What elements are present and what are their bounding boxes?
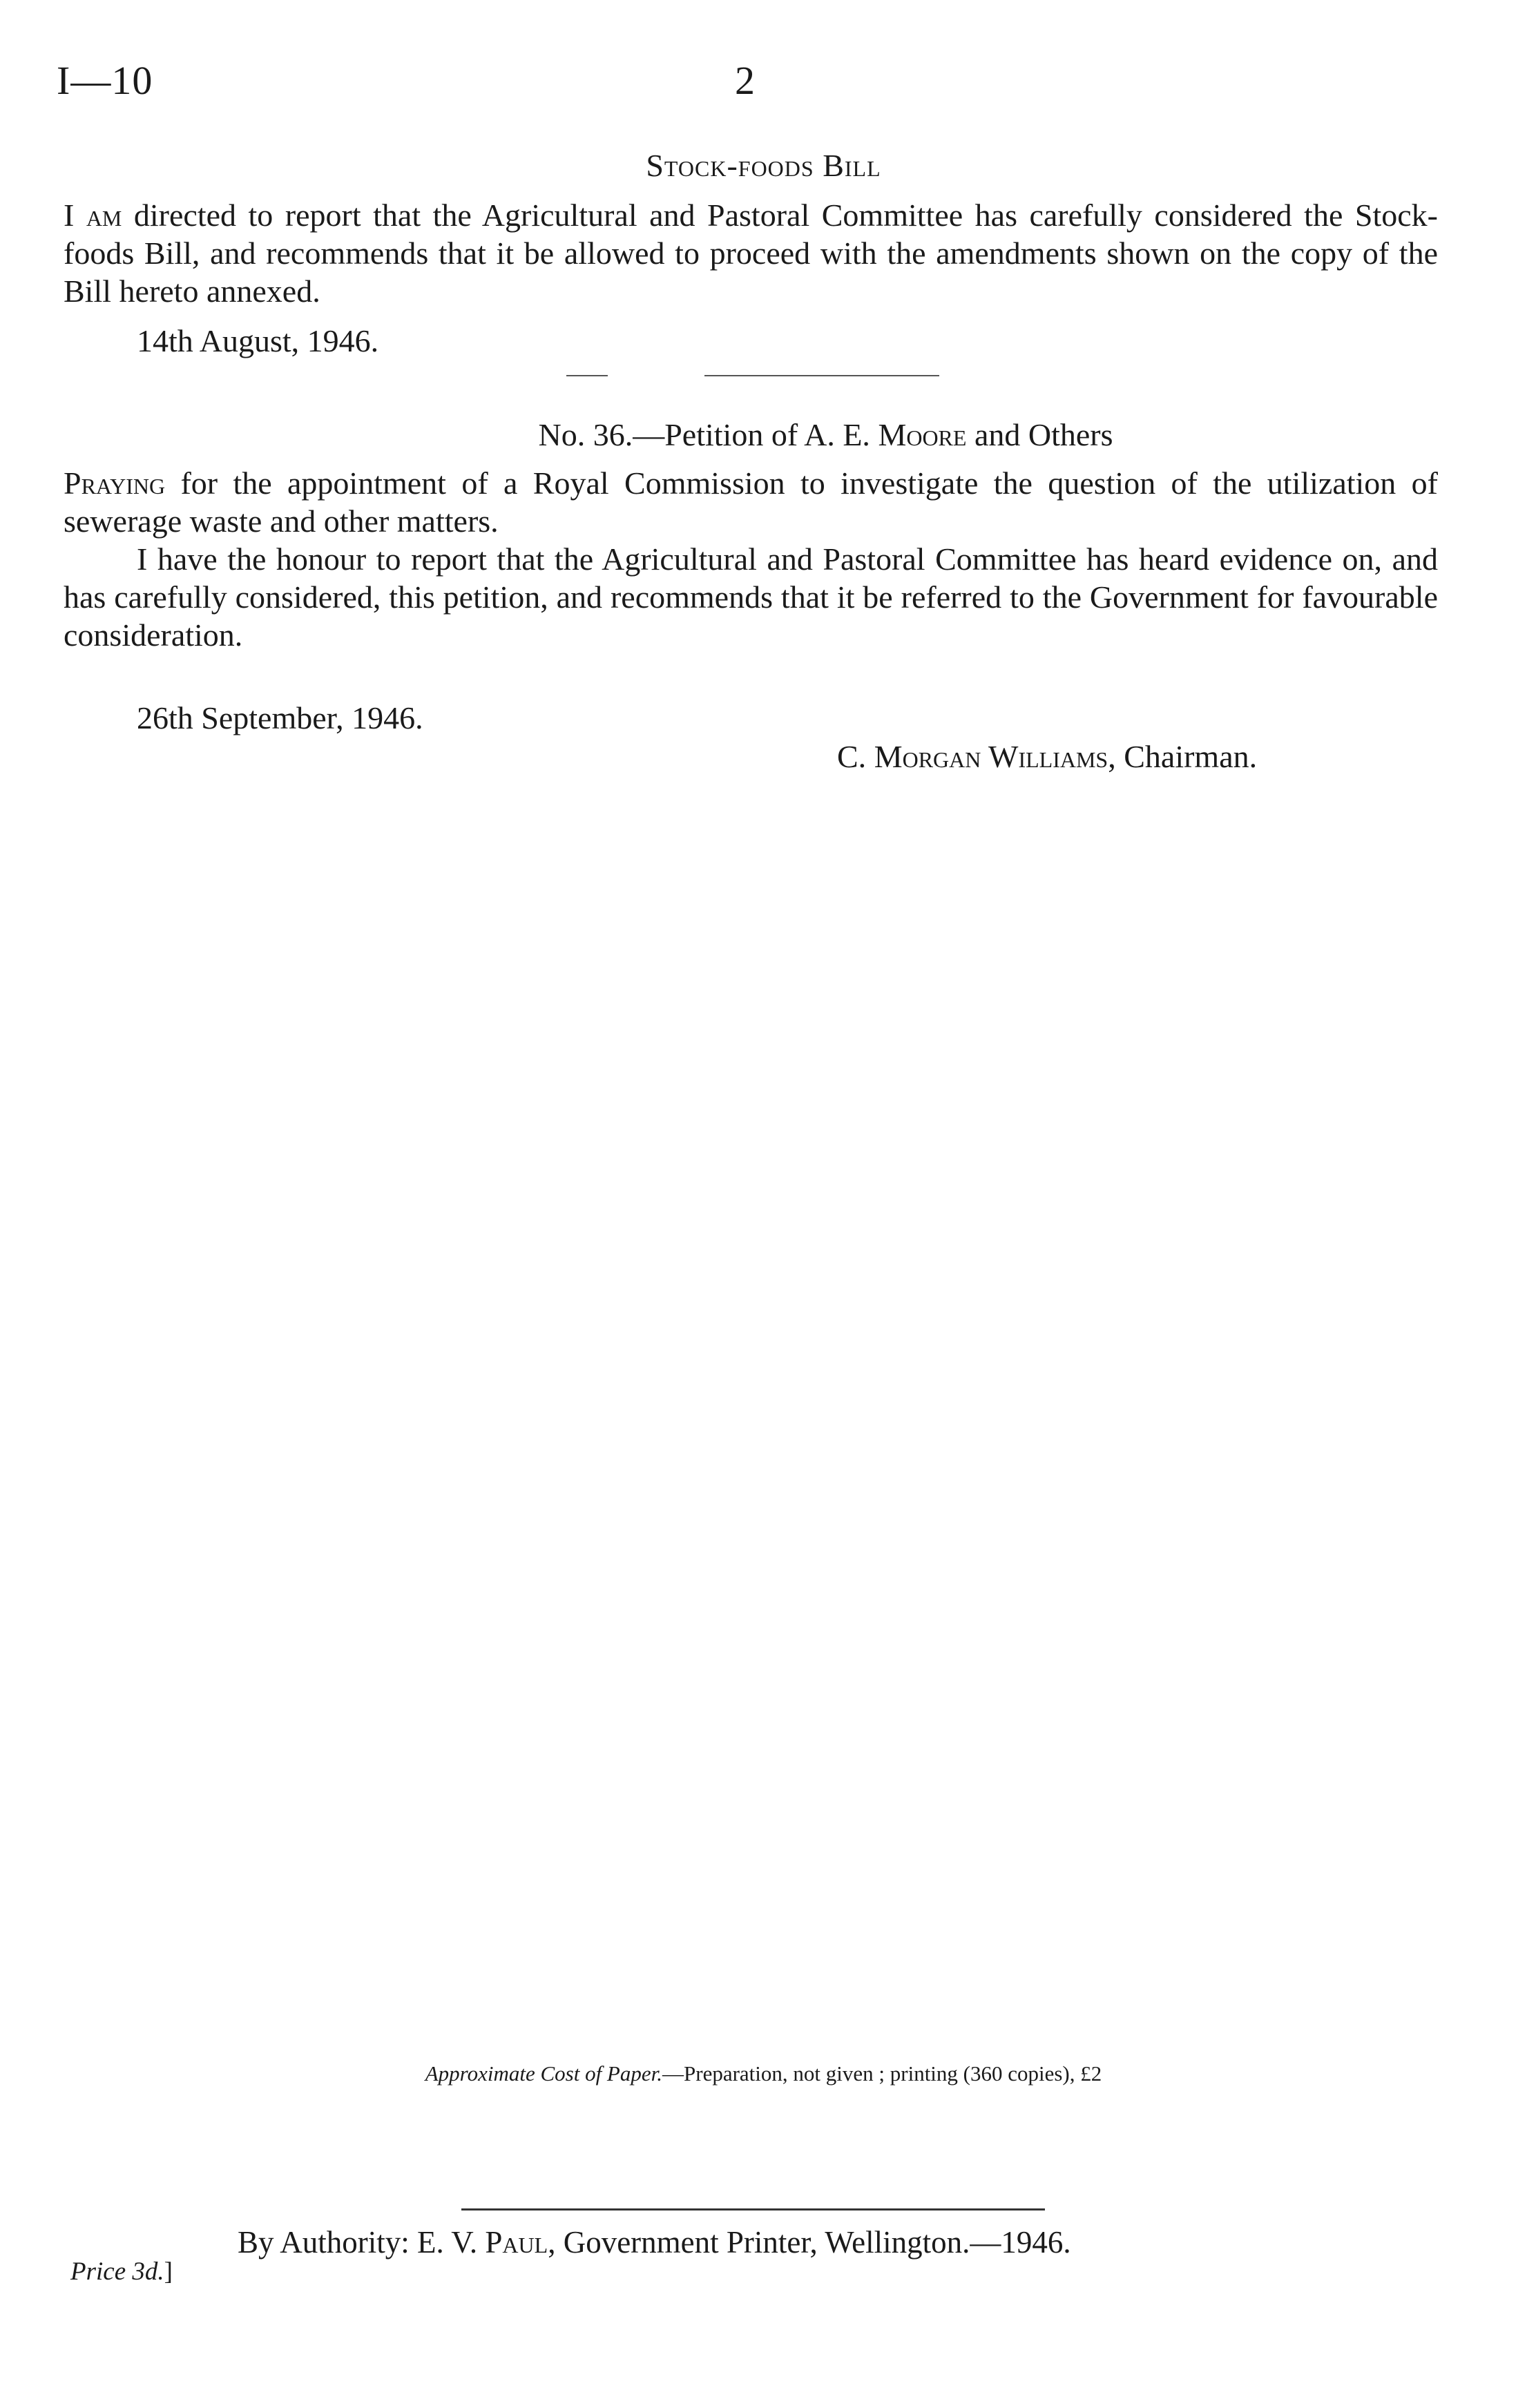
report-date-2: 26th September, 1946. <box>137 700 423 735</box>
section-divider-short <box>566 375 608 376</box>
chairman-signature <box>837 738 1257 776</box>
petition-report-paragraph: I have the honour to report that the Agricultural and Pastoral Committee has heard evidence on, and has carefully considered, this petition, and recommends that it be referred to the Government for favourable consideration. <box>64 541 1438 653</box>
printer-imprint <box>238 2224 1071 2261</box>
price-text: Price 3d. <box>70 2257 164 2286</box>
heading-suffix: and Others <box>966 417 1113 452</box>
price-bracket: ] <box>164 2257 173 2286</box>
section-divider-long <box>704 375 939 376</box>
opening-word: Praying <box>64 465 166 501</box>
report-date-1: 14th August, 1946. <box>137 323 379 358</box>
price-label <box>70 2257 173 2287</box>
signature-title: , Chairman. <box>1108 739 1258 774</box>
section-heading-petition <box>62 416 1527 454</box>
cost-text: —Preparation, not given ; printing (360 copies), £2 <box>662 2061 1102 2086</box>
printer-name: Paul <box>485 2225 548 2260</box>
page-number: 2 <box>735 58 755 103</box>
heading-prefix: No. 36.—Petition of A. E. <box>538 417 878 452</box>
petitioner-name: Moore <box>878 417 967 452</box>
document-reference: I—10 <box>57 58 153 103</box>
cost-of-paper-note <box>0 2061 1527 2086</box>
signature-initial: C. <box>837 739 874 774</box>
section-heading-stock-foods-bill: Stock-foods Bill <box>646 148 881 183</box>
opening-word: I am <box>64 198 122 233</box>
cost-label: Approximate Cost of Paper. <box>425 2061 663 2086</box>
imprint-prefix: By Authority: E. V. <box>238 2225 486 2260</box>
stock-foods-report-paragraph <box>64 196 1438 310</box>
paragraph-text: for the appointment of a Royal Commission to investigate the question of the utilization of sewerage waste and other matters. <box>64 465 1438 539</box>
petition-prayer-paragraph <box>64 464 1438 540</box>
signature-name: Morgan Williams <box>874 739 1108 774</box>
footer-divider <box>461 2208 1045 2210</box>
imprint-suffix: , Government Printer, Wellington.—1946. <box>548 2225 1071 2260</box>
paragraph-text: directed to report that the Agricultural and Pastoral Committee has carefully considered the Stock-foods Bill, and recommends that it be allowed to proceed with the amendments shown on the copy of the Bill hereto annexed. <box>64 198 1438 309</box>
